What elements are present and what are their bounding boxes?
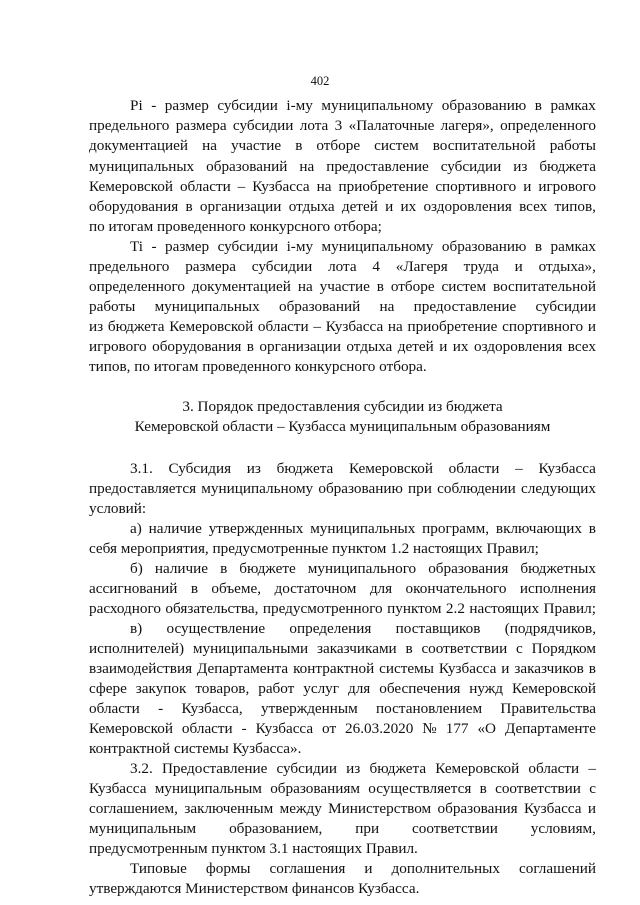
word: области [448,460,500,477]
word: соответствии [412,820,498,837]
word: субсидии [217,238,279,255]
word: субсидии [440,158,502,175]
word: Кузбасса [438,660,497,677]
word: размера [185,258,236,275]
word: Правительства [500,700,596,717]
text-line [130,619,596,639]
word: услуг [303,680,340,697]
word: организации [199,198,282,215]
word: наличие [154,560,209,577]
word: Кузбасса [325,318,384,335]
word: муниципальным [89,820,197,837]
word: лагеря», [440,117,494,134]
text-line [89,799,596,819]
word: при [355,820,380,837]
word: участие [319,278,370,295]
text-line [130,237,596,257]
word: воспитательной [432,137,536,154]
text-line [89,599,596,619]
word: формы [205,860,251,877]
word: в [479,780,487,797]
text-line [89,197,596,217]
word: отдыха», [538,258,596,275]
text-line [89,659,596,679]
word: из [89,318,104,335]
word: размер [164,97,209,114]
word: муниципальных [154,298,260,315]
text-line: утверждаются Министерством финансов Кузбасса. [89,880,420,897]
word: контрактной [293,660,375,677]
word: от [322,720,337,737]
word: и [385,198,394,215]
word: оздоровления [423,198,512,215]
word: образования [428,560,509,577]
word: на [297,278,313,295]
text-line [130,96,596,116]
word: для [369,580,393,597]
word: отборе [316,137,361,154]
word: утвержденным [261,700,358,717]
text-line: типов, по итогам проведенного конкурсного отбора. [89,358,427,375]
word: работы [89,298,136,315]
text-line: предусмотренным пунктом 3.1 настоящих Правил. [89,840,418,857]
word: отборе [390,278,435,295]
word: товаров, [195,680,250,697]
word: Кемеровской [89,178,173,195]
word: работы [549,137,596,154]
word: всех [567,338,596,355]
text-line [89,579,596,599]
word: на [202,137,217,154]
word: поставщиков [395,620,481,637]
word: для [347,680,371,697]
word: образованию [441,97,527,114]
word: из [513,158,528,175]
text-line: условий: [89,500,147,517]
word: соответствии [421,640,508,657]
word: i-му [286,238,314,255]
word: расходного [89,600,161,617]
word: систем [374,137,419,154]
text-line [130,459,596,479]
word: игрового [538,178,596,195]
word: области [528,760,580,777]
word: Кемеровской [348,460,433,477]
word: предоставляется [89,480,197,497]
word: осуществляется [368,780,472,797]
word: Кемеровской [169,318,254,335]
word: и [514,258,523,275]
word: детей [341,198,378,215]
word: в [534,238,543,255]
page-number: 402 [310,74,330,88]
word: отдыха [346,338,393,355]
word: соблюдении [437,480,516,497]
text-line [89,639,596,659]
word: области [257,318,309,335]
word: и [523,178,532,195]
word: - [158,700,164,717]
text-line [89,679,596,699]
text-line [130,559,596,579]
word: Типовые [130,860,187,877]
word: заключенным [184,800,274,817]
word: в) [130,620,143,637]
word: наличие [148,520,202,537]
word: Pi [130,97,143,114]
word: субсидии [251,258,313,275]
word: дополнительных [391,860,500,877]
word: труда [463,258,499,275]
word: предоставление [413,298,517,315]
word: в [190,580,198,597]
text-line [89,699,596,719]
word: образованиям [270,780,360,797]
word: приобретение [338,178,429,195]
text-line [89,116,596,136]
word: 4 [372,258,380,275]
word: образованию [441,238,527,255]
word: оборудования [152,338,242,355]
word: соответствии [495,780,581,797]
word: предельного [89,258,170,275]
word: - [241,720,247,737]
word: бюджетных [520,560,596,577]
word: и [364,860,373,877]
word: «Лагеря [395,258,448,275]
word: муниципальным [154,780,262,797]
word: предельного [89,117,170,134]
word: системы [379,660,434,677]
word: муниципальных [310,520,416,537]
word: «Палаточные [348,117,435,134]
word: нужд [469,680,504,697]
text-line [130,759,596,779]
word: утвержденных [208,520,304,537]
word: Департаменте [504,720,596,737]
word: исполнителей) [89,640,185,657]
word: (подрядчиков, [504,620,596,637]
word: лота [328,258,357,275]
word: воспитательной [493,278,596,295]
word: 3 [334,117,343,134]
word: образования [437,800,518,817]
word: – [237,178,246,195]
text-line: по итогам проведенного конкурсного отбора; [89,218,382,235]
word: образованием, [229,820,323,837]
word: – [515,460,523,477]
word: и [587,318,596,335]
word: предусмотренного [262,600,383,617]
word: 3.2. [130,760,153,777]
word: области [179,178,231,195]
word: приобретение [407,318,498,335]
text-line [89,136,596,156]
text-line [89,257,596,277]
word: Порядком [531,640,596,657]
word: Кузбасса [524,800,582,817]
word: обязательства, [165,600,259,617]
word: участие [230,137,282,154]
section-heading: Кемеровской области – Кузбасса муниципальным образованиям [134,418,551,435]
word: на [299,158,315,175]
word: документацией [191,278,291,295]
word: муниципальному [321,238,434,255]
word: оборудования [89,198,179,215]
word: рамках [550,97,596,114]
word: оздоровления [473,338,563,355]
word: включающих [495,520,582,537]
word: и [501,660,510,677]
word: муниципальных [89,158,195,175]
word: на [387,318,403,335]
word: 3.1. [130,460,153,477]
word: документацией [89,137,189,154]
word: игрового [89,338,147,355]
word: спортивного [435,178,517,195]
word: определения [289,620,372,637]
word: детей [397,338,434,355]
word: определенного [89,278,185,295]
word: осуществление [166,620,266,637]
word: бюджета [107,318,165,335]
text-line: контрактной системы Кузбасса». [89,740,302,757]
word: в [534,97,542,114]
text-line [89,177,596,197]
word: – [313,318,322,335]
text-line [89,277,596,297]
word: типов, [554,198,596,215]
word: закупок [135,680,187,697]
word: Кузбасса [255,720,314,737]
word: всех [519,198,548,215]
word: области [89,700,140,717]
word: следующих [521,480,596,497]
word: их [400,198,417,215]
word: субсидии [276,760,338,777]
word: муниципальному [201,480,314,497]
word: настоящих [469,600,540,617]
word: окончательного [405,580,507,597]
word: спортивного [502,318,584,335]
word: б) [130,560,143,577]
word: 26.03.2020 [345,720,414,737]
word: Предоставление [161,760,268,777]
word: в [588,520,596,537]
text-line [89,779,596,799]
word: и [439,338,448,355]
word: субсидии [217,97,278,114]
word: в [246,338,254,355]
word: i-му [286,97,313,114]
text-line [89,297,596,317]
word: муниципальными [192,640,309,657]
word: Правил; [543,600,596,617]
word: условиям, [530,820,596,837]
text-line [130,519,596,539]
word: лота [299,117,329,134]
word: - [151,97,157,114]
word: из [246,460,261,477]
word: работ [258,680,295,697]
word: муниципальному [321,97,434,114]
word: организации [259,338,341,355]
word: образований [278,298,361,315]
word: в [405,640,413,657]
word: в [376,278,384,295]
word: муниципального [307,560,417,577]
word: определенного [500,117,596,134]
word: ассигнований [89,580,178,597]
text-line [89,337,596,357]
word: заказчиков [514,660,584,677]
word: Кузбасса, [181,700,243,717]
word: – [588,760,596,777]
word: рамках [550,238,596,255]
word: из [346,760,361,777]
text-line [89,317,596,337]
text-line [89,157,596,177]
word: между [279,800,322,817]
word: соглашением, [89,800,178,817]
word: постановлением [376,700,483,717]
word: субсидии [232,117,294,134]
text-line: себя мероприятия, предусмотренные пунктом 1.2 настоящих Правил; [89,540,539,557]
word: программ, [422,520,490,537]
word: с [516,640,523,657]
text-line [130,859,596,879]
word: Министерством [328,800,432,817]
word: бюджета [276,460,334,477]
section-heading: 3. Порядок предоставления субсидии из бюджета [182,398,503,415]
word: соглашения [269,860,346,877]
word: в [588,660,596,677]
word: 2.2 [445,600,465,617]
word: систем [441,278,487,295]
word: размера [175,117,227,134]
word: отдыха [288,198,335,215]
word: на [316,178,332,195]
word: Кемеровской [511,680,596,697]
word: при [408,480,432,497]
word: объеме, [211,580,262,597]
word: Департамента [197,660,289,677]
word: соглашений [519,860,596,877]
word: образований [206,158,288,175]
text-line [89,479,596,499]
word: № [422,720,437,737]
word: «О [477,720,497,737]
word: их [452,338,469,355]
word: а) [130,520,142,537]
word: обеспечения [379,680,461,697]
word: предоставление [326,158,429,175]
word: в [295,137,303,154]
word: Ti [130,238,143,255]
word: пунктом [387,600,442,617]
word: бюджете [239,560,296,577]
word: бюджета [539,158,596,175]
text-line [89,719,596,739]
word: Кузбасса [538,460,596,477]
word: бюджета [369,760,427,777]
word: Кемеровской [89,720,173,737]
word: Субсидия [168,460,232,477]
word: размер [165,238,210,255]
word: и [587,800,596,817]
text-line [89,819,596,839]
word: в [220,560,228,577]
word: Кузбасса [89,780,147,797]
word: достаточном [274,580,357,597]
word: с [589,780,596,797]
word: субсидии [535,298,596,315]
word: исполнения [519,580,596,597]
word: Кузбасса [252,178,310,195]
word: области [181,720,233,737]
word: взаимодействия [89,660,193,677]
word: образованию [318,480,403,497]
word: Кемеровской [435,760,520,777]
word: в [185,198,193,215]
word: на [379,298,395,315]
word: 177 [445,720,469,737]
word: сфере [89,680,127,697]
word: - [151,238,157,255]
word: заказчиками [316,640,397,657]
